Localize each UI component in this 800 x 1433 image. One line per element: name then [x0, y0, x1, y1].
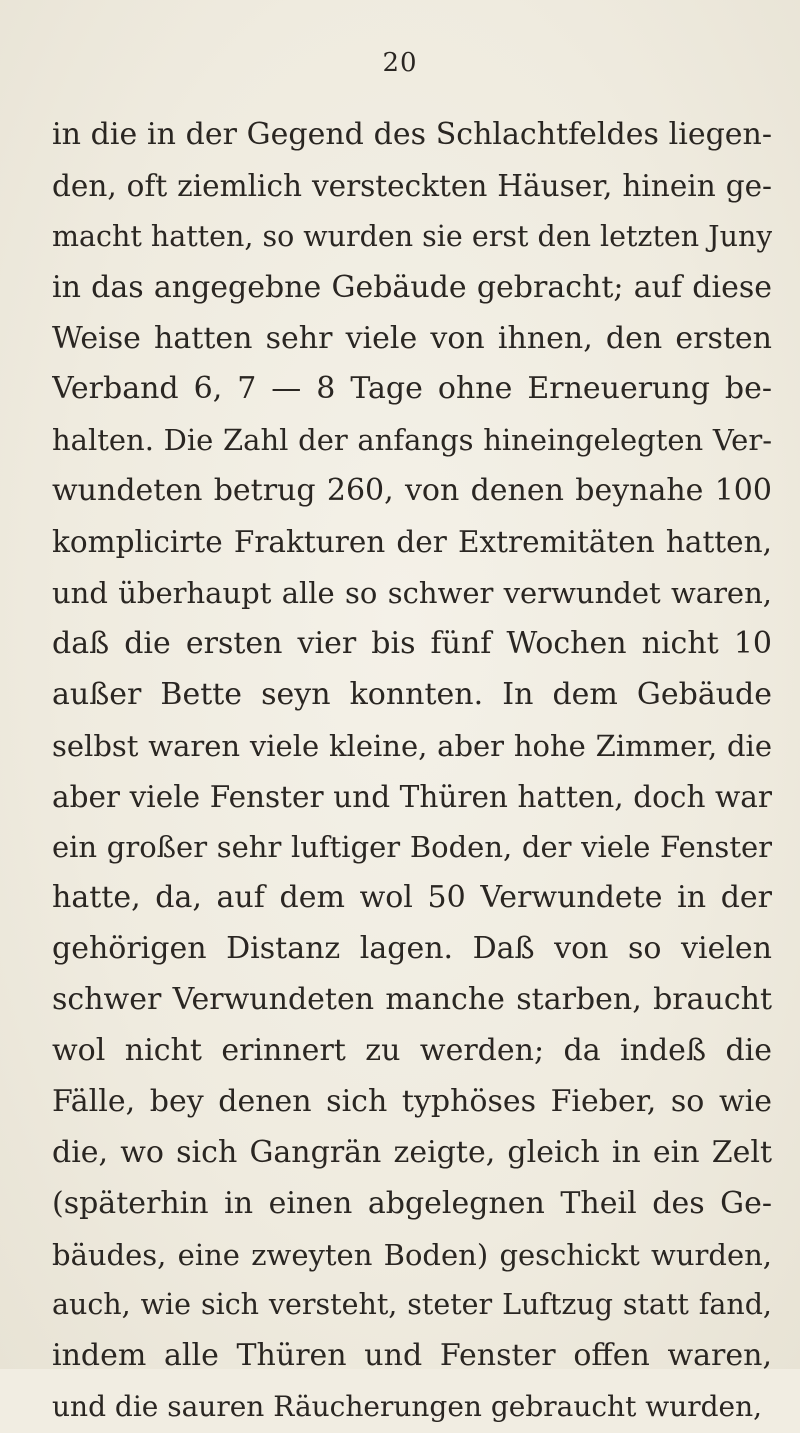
- text-line: und überhaupt alle so schwer verwundet waren,: [52, 576, 772, 611]
- text-line: halten. Die Zahl der anfangs hineingelegten Ver-: [52, 423, 772, 458]
- text-line: selbst waren viele kleine, aber hohe Zimmer, die: [52, 728, 772, 763]
- text-line: Weise hatten sehr viele von ihnen, den ersten: [52, 320, 772, 356]
- text-line: aber viele Fenster und Thüren hatten, doch war: [52, 779, 772, 814]
- text-line: wol nicht erinnert zu werden; da indeß die: [52, 1033, 772, 1069]
- text-line: ein großer sehr luftiger Boden, der viele Fenster: [52, 830, 772, 865]
- body-text: [52, 110, 772, 1433]
- text-line: auch, wie sich versteht, steter Luftzug statt fand,: [52, 1288, 772, 1322]
- text-line: und die sauren Räucherungen gebraucht wurden,: [52, 1390, 763, 1424]
- text-line: wundeten betrug 260, von denen beynahe 100: [52, 473, 772, 509]
- text-line: außer Bette seyn konnten. In dem Gebäude: [52, 676, 772, 712]
- text-line: Verband 6, 7 — 8 Tage ohne Erneuerung be-: [52, 371, 772, 407]
- text-line: den, oft ziemlich versteckten Häuser, hinein ge-: [52, 168, 772, 203]
- text-line: indem alle Thüren und Fenster offen waren,: [52, 1338, 772, 1374]
- page-number: 20: [382, 48, 418, 78]
- text-line: komplicirte Frakturen der Extremitäten hatten,: [52, 525, 772, 560]
- text-line: macht hatten, so wurden sie erst den letzten Juny: [52, 219, 772, 253]
- text-line: Fälle, bey denen sich typhöses Fieber, so wie: [52, 1083, 772, 1119]
- text-line: daß die ersten vier bis fünf Wochen nicht 10: [52, 625, 772, 661]
- text-line: in das angegebne Gebäude gebracht; auf diese: [52, 269, 772, 305]
- text-line: (späterhin in einen abgelegnen Theil des Ge-: [52, 1185, 772, 1221]
- text-line: die, wo sich Gangrän zeigte, gleich in ein Zelt: [52, 1134, 772, 1170]
- text-line: in die in der Gegend des Schlachtfeldes liegen-: [52, 117, 772, 152]
- text-line: gehörigen Distanz lagen. Daß von so vielen: [52, 931, 772, 967]
- text-line: schwer Verwundeten manche starben, braucht: [52, 982, 772, 1018]
- text-line: bäudes, eine zweyten Boden) geschickt wurden,: [52, 1237, 772, 1272]
- text-line: hatte, da, auf dem wol 50 Verwundete in der: [52, 880, 772, 916]
